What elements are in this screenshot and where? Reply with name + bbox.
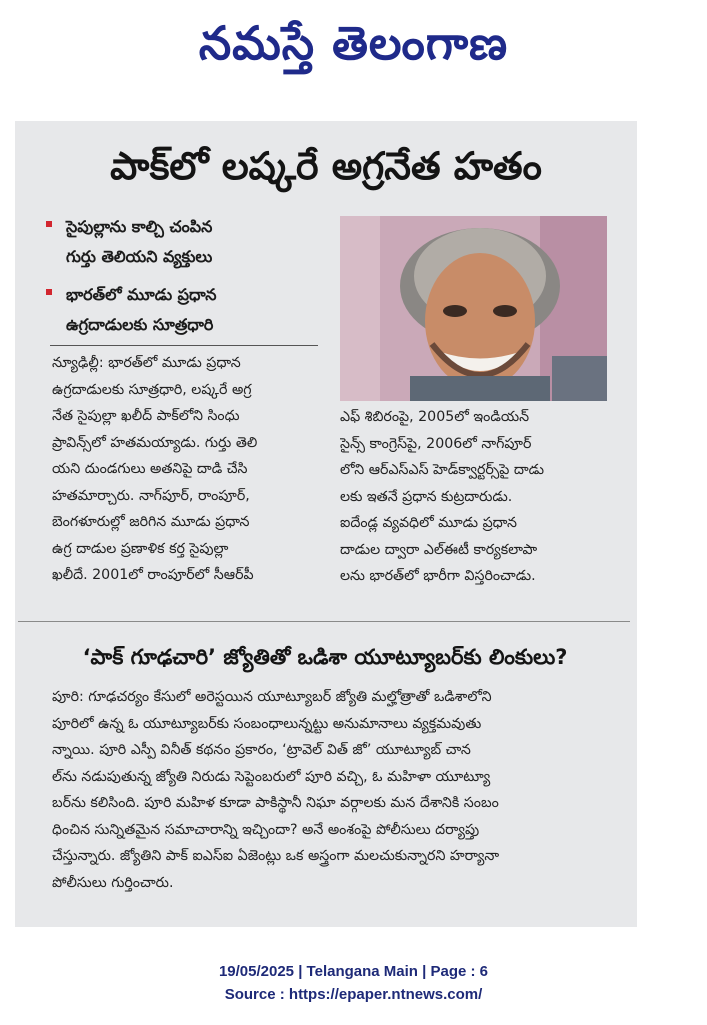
second-story [52, 684, 612, 896]
bullet-marker-icon [46, 289, 52, 295]
headline: పాక్‌లో లష్కరే అగ్రనేత హతం [110, 144, 542, 188]
article-line: ఎఫ్ శిబిరంపై, 2005లో ఇండియన్ [340, 409, 530, 425]
bullet-line: ఉగ్రదాడులకు సూత్రధారి [66, 315, 214, 334]
article-line: లోని ఆర్‌ఎస్‌ఎస్ హెడ్‌క్వార్టర్స్‌పై దాడు [340, 462, 545, 478]
article-column-left [52, 350, 320, 589]
section-divider [18, 621, 630, 622]
article-line: యని దుండగులు అతనిపై దాడి చేసి [52, 461, 248, 477]
bullet-line: భారత్‌లో మూడు ప్రధాన [66, 285, 217, 304]
portrait-photo [340, 216, 607, 401]
bullet-item [44, 212, 334, 272]
article-line: ఐదేండ్ల వ్యవధిలో మూడు ప్రధాన [340, 515, 517, 531]
story-line: బర్‌ను కలిసింది. పూరి మహిళ కూడా పాకిస్థానీ నిఘా వర్గాలకు మన దేశానికి సంబం [52, 795, 499, 811]
story-line: పూరిలో ఉన్న ఓ యూట్యూబర్‌కు సంబంధాలున్నట్టు అనుమానాలు వ్యక్తమవుతు [52, 715, 482, 732]
bullet-line: గుర్తు తెలియని వ్యక్తులు [66, 247, 213, 266]
bullet-item [44, 280, 334, 340]
masthead-logo: నమస్తే తెలంగాణ [198, 16, 509, 70]
subheadline: ‘పాక్ గూఢచారి’ జ్యోతితో ఒడిశా యూట్యూబర్‌కు లింకులు? [82, 645, 568, 669]
article-column-right [340, 404, 608, 590]
story-line: ల్‌ను నడుపుతున్న జ్యోతి నిరుడు సెప్టెంబరులో పూరి వచ్చి, ఓ మహిళా యూట్యూ [52, 768, 491, 785]
article-line: ఉగ్ర దాడుల ప్రణాళిక కర్త సైపుల్లా [52, 540, 229, 557]
article-line: నేత సైపుల్లా ఖలీద్ పాక్‌లోని సింధు [52, 408, 240, 424]
bullet-line: సైపుల్లాను కాల్చి చంపిన [66, 217, 213, 236]
footer-source: Source : https://epaper.ntnews.com/ [224, 986, 483, 1003]
story-line: చేస్తున్నారు. జ్యోతిని పాక్ ఐఎస్ఐ ఏజెంట్లు ఒక అస్త్రంగా మలచుకున్నారని హర్యానా [52, 848, 500, 864]
story-line: ధించిన సున్నితమైన సమాచారాన్ని ఇచ్చిందా? అనే అంశంపై పోలీసులు దర్యాప్తు [52, 821, 480, 838]
bullet-marker-icon [46, 221, 52, 227]
bullet-divider [50, 345, 318, 346]
article-line: హతమార్చారు. నాగ్‌పూర్, రాంపూర్, [52, 487, 250, 504]
story-line: న్నాయి. పూరి ఎస్పీ వినీత్ కథనం ప్రకారం, ‘ట్రావెల్ విత్ జో’ యూట్యూబ్ చాన [52, 742, 471, 758]
article-line: న్యూఢిల్లీ: భారత్‌లో మూడు ప్రధాన [52, 355, 241, 371]
portrait-illustration [340, 216, 607, 401]
article-line: దాడుల ద్వారా ఎల్‌ఈటీ కార్యకలాపా [340, 541, 538, 558]
article-line: లను భారత్‌లో భారీగా విస్తరించాడు. [340, 568, 536, 584]
footer-date-page: 19/05/2025 | Telangana Main | Page : 6 [218, 963, 489, 980]
story-line: పూరి: గూఢచర్యం కేసులో అరెస్టయిన యూట్యూబర్ జ్యోతి మల్హోత్రాతో ఒడిశాలోని [52, 689, 492, 705]
article-line: సైన్స్ కాంగ్రెస్‌పై, 2006లో నాగ్‌పూర్ [340, 435, 532, 452]
article-line: ఖలీదే. 2001లో రాంపూర్‌లో సీఆర్‌పీ [52, 567, 254, 583]
story-line: పోలీసులు గుర్తించారు. [52, 874, 174, 891]
article-line: ప్రావిన్స్‌లో హతమయ్యాడు. గుర్తు తెలి [52, 434, 258, 451]
article-line: లకు ఇతనే ప్రధాన కుట్రదారుడు. [340, 488, 513, 505]
bullet-list [44, 212, 334, 348]
article-line: ఉగ్రదాడులకు సూత్రధారి, లష్కరే అగ్ర [52, 381, 252, 398]
article-line: బెంగళూరుల్లో జరిగిన మూడు ప్రధాన [52, 514, 250, 530]
